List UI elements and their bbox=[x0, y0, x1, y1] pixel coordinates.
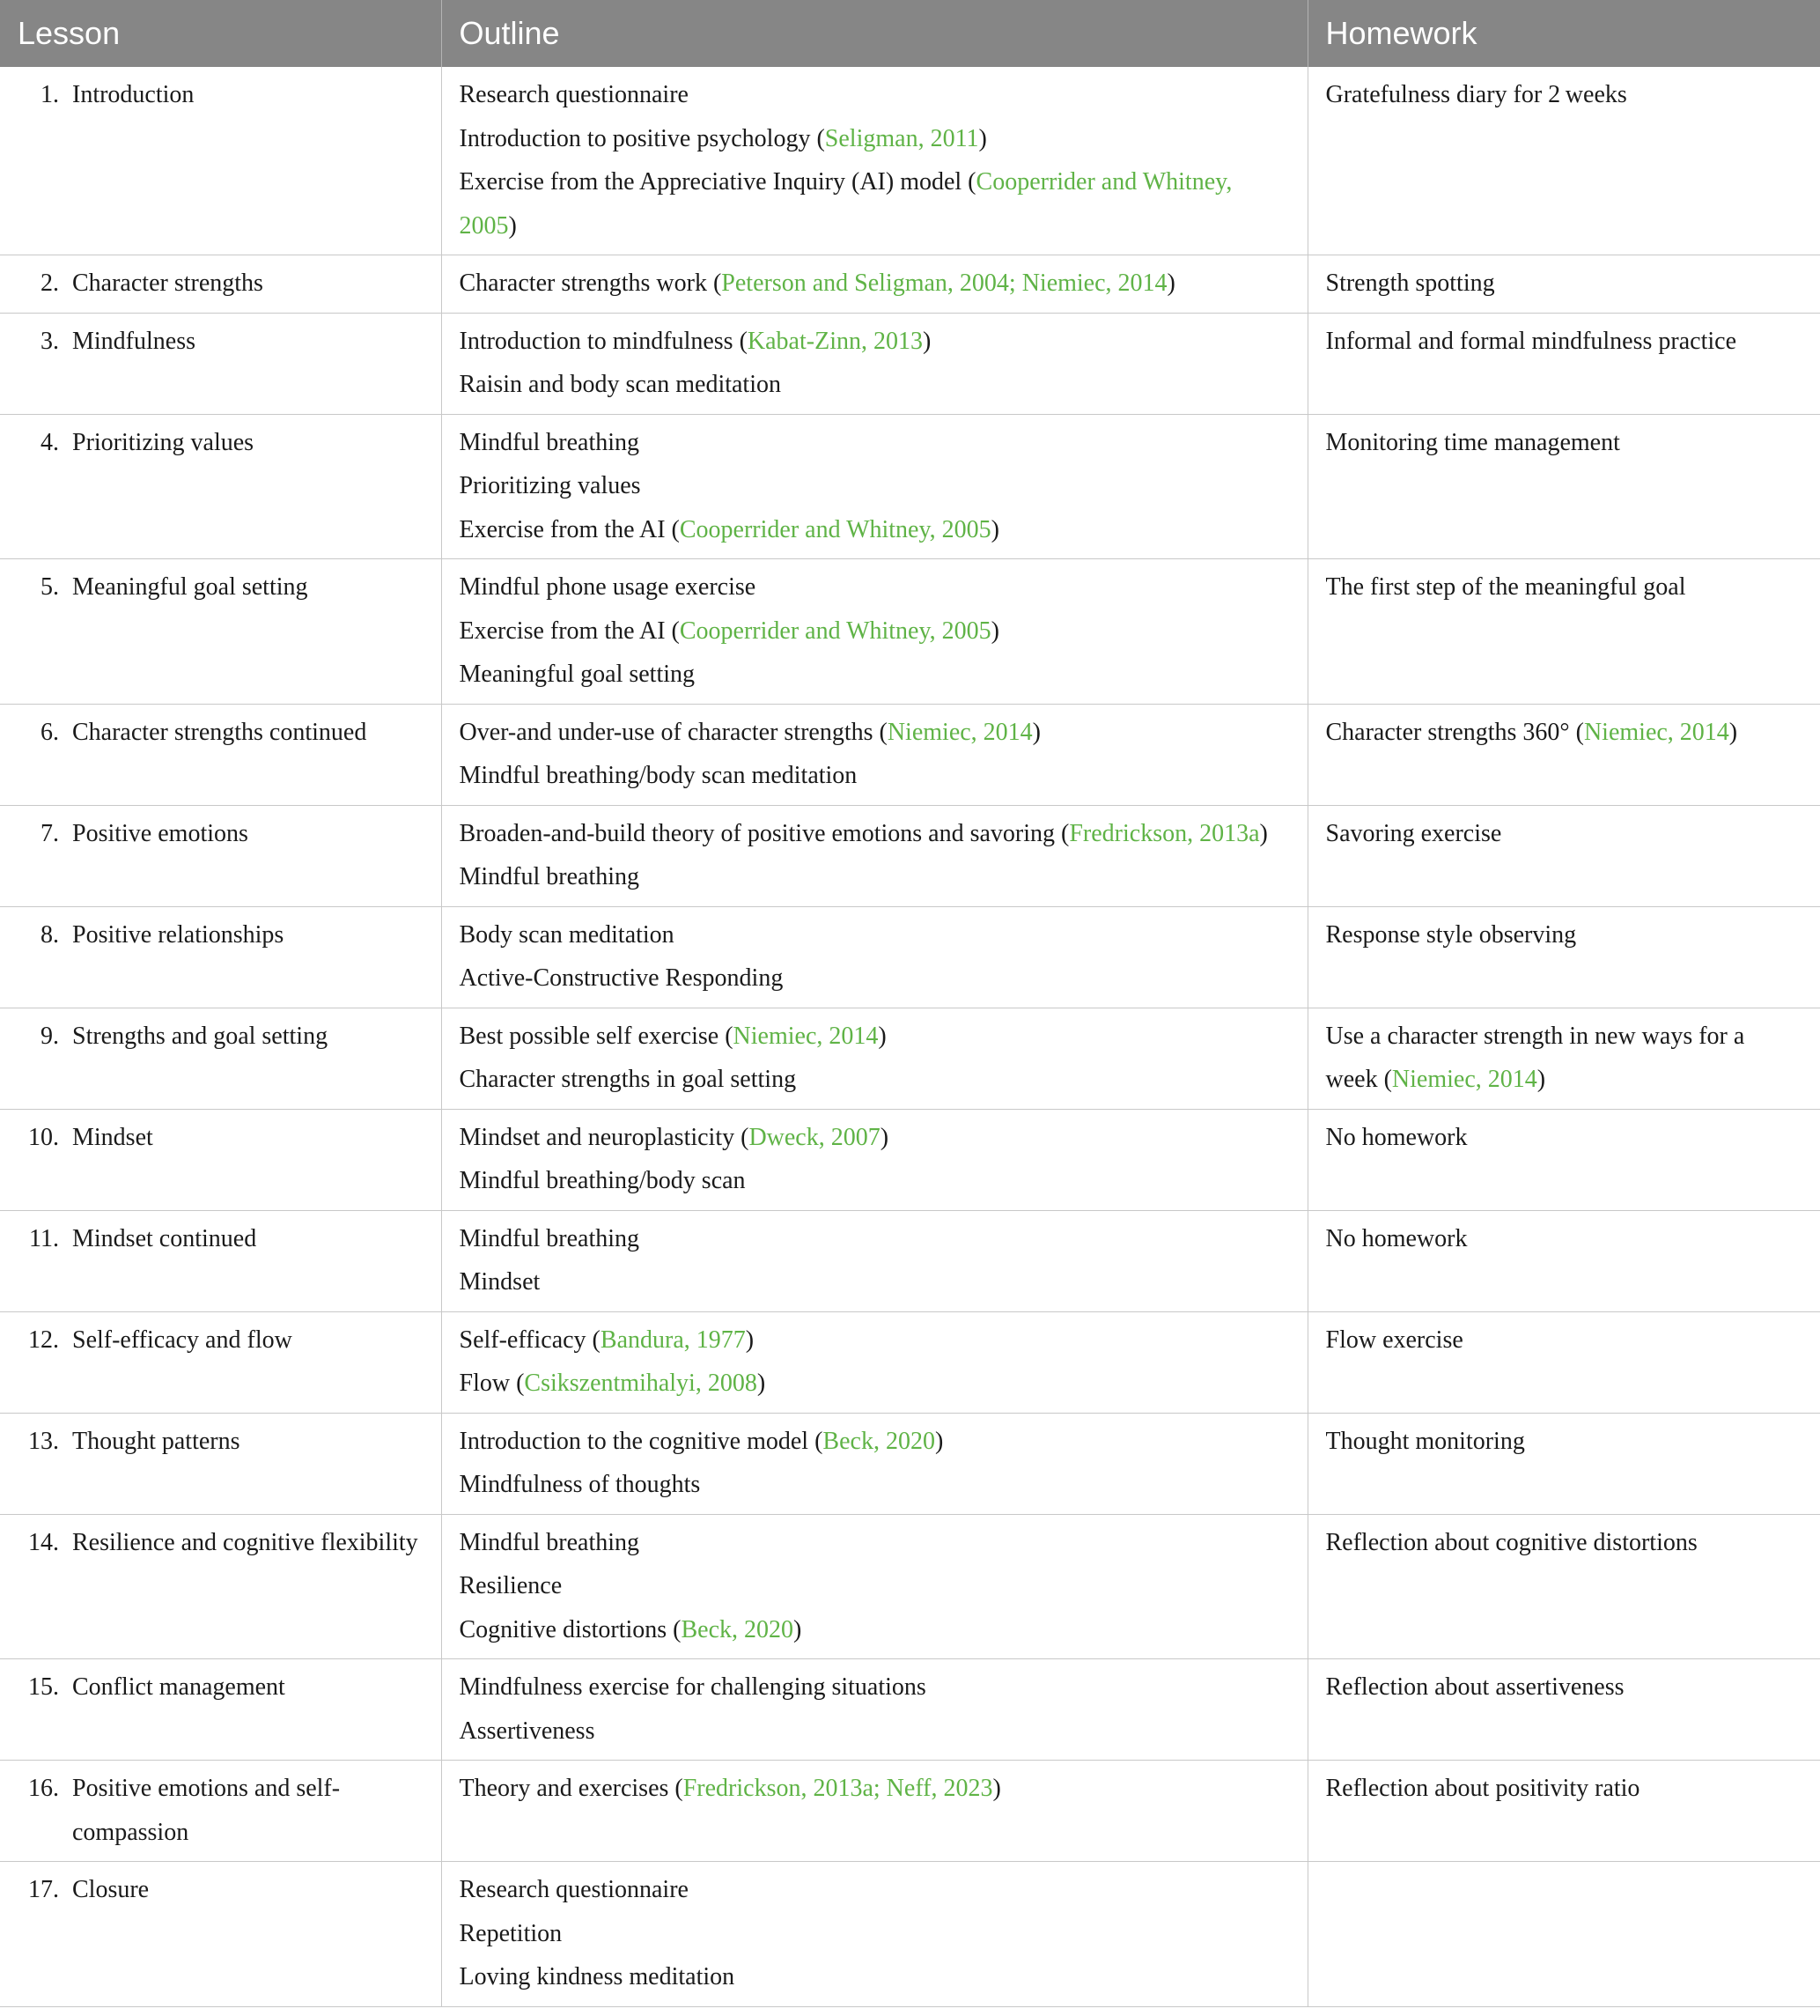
homework-cell bbox=[1308, 1761, 1820, 1862]
outline-line: Mindful breathing/body scan bbox=[459, 1167, 746, 1194]
lesson-title: Positive emotions and self-compassion bbox=[72, 1775, 341, 1846]
outline-line: Flow (Csikszentmihalyi, 2008) bbox=[459, 1370, 766, 1397]
outline-line: Character strengths work (Peterson and Seligman, 2004; Niemiec, 2014) bbox=[459, 270, 1175, 297]
outline-line: Mindset bbox=[459, 1268, 541, 1296]
homework-line: Thought monitoring bbox=[1325, 1427, 1525, 1455]
table-row bbox=[0, 1413, 1820, 1514]
lesson-entry bbox=[18, 812, 424, 856]
lesson-number: 2. bbox=[41, 270, 59, 297]
lesson-title: Mindfulness bbox=[72, 327, 195, 355]
outline-cell bbox=[441, 1413, 1308, 1514]
lesson-cell bbox=[0, 1311, 441, 1413]
outline-line: Body scan meditation bbox=[459, 920, 674, 949]
lesson-number: 10. bbox=[28, 1123, 59, 1151]
outline-line: Theory and exercises (Fredrickson, 2013a; Neff, 2023) bbox=[459, 1775, 1001, 1802]
lesson-number: 17. bbox=[28, 1876, 59, 1903]
citation: Seligman, 2011 bbox=[824, 124, 979, 152]
outline-cell bbox=[441, 559, 1308, 705]
outline-line: Broaden-and-build theory of positive emotions and savoring (Fredrickson, 2013a) bbox=[459, 819, 1268, 847]
lesson-cell bbox=[0, 1514, 441, 1659]
outline-line: Mindful breathing bbox=[459, 1224, 640, 1252]
homework-cell bbox=[1308, 906, 1820, 1008]
homework-cell bbox=[1308, 1413, 1820, 1514]
outline-cell bbox=[441, 1109, 1308, 1210]
homework-cell bbox=[1308, 1862, 1820, 2007]
lesson-cell bbox=[0, 704, 441, 805]
outline-line: Mindful breathing/body scan meditation bbox=[459, 762, 858, 789]
lesson-cell bbox=[0, 1109, 441, 1210]
lesson-number: 8. bbox=[41, 920, 59, 949]
outline-line: Exercise from the AI (Cooperrider and Whitney, 2005) bbox=[459, 515, 999, 543]
lesson-title: Positive emotions bbox=[72, 819, 248, 847]
lesson-title: Conflict management bbox=[72, 1673, 285, 1701]
homework-cell bbox=[1308, 704, 1820, 805]
lesson-title: Introduction bbox=[72, 81, 195, 108]
lesson-number: 15. bbox=[28, 1673, 59, 1701]
lesson-number: 9. bbox=[41, 1022, 59, 1050]
lesson-cell bbox=[0, 1761, 441, 1862]
outline-cell bbox=[441, 1659, 1308, 1761]
citation: Bandura, 1977 bbox=[600, 1326, 746, 1354]
lesson-entry bbox=[18, 1868, 424, 1912]
outline-line: Research questionnaire bbox=[459, 1876, 689, 1903]
table-row bbox=[0, 1008, 1820, 1109]
lesson-title: Character strengths bbox=[72, 270, 263, 297]
lesson-entry bbox=[18, 1420, 424, 1464]
lesson-cell bbox=[0, 313, 441, 414]
lesson-entry bbox=[18, 913, 424, 957]
outline-cell bbox=[441, 906, 1308, 1008]
lesson-cell bbox=[0, 559, 441, 705]
lesson-number: 4. bbox=[41, 428, 59, 456]
lesson-entry bbox=[18, 1521, 424, 1565]
homework-line: Reflection about assertiveness bbox=[1325, 1673, 1625, 1701]
lesson-entry bbox=[18, 262, 424, 306]
lesson-number: 11. bbox=[29, 1224, 59, 1252]
citation: Fredrickson, 2013a bbox=[1069, 819, 1260, 847]
outline-line: Active-Constructive Responding bbox=[459, 964, 784, 992]
lesson-entry bbox=[18, 1767, 424, 1854]
citation: Cooperrider and Whitney, 2005 bbox=[459, 168, 1233, 240]
header-lesson: Lesson bbox=[0, 0, 441, 67]
lesson-number: 5. bbox=[41, 573, 59, 601]
homework-cell bbox=[1308, 1109, 1820, 1210]
citation: Niemiec, 2014 bbox=[733, 1022, 879, 1050]
outline-cell bbox=[441, 1761, 1308, 1862]
table-row bbox=[0, 559, 1820, 705]
lesson-title: Mindset bbox=[72, 1123, 153, 1151]
citation: Niemiec, 2014 bbox=[1583, 718, 1729, 746]
outline-line: Mindfulness of thoughts bbox=[459, 1471, 701, 1498]
lesson-cell bbox=[0, 906, 441, 1008]
citation: Cooperrider and Whitney, 2005 bbox=[679, 515, 991, 543]
lesson-entry bbox=[18, 1015, 424, 1059]
lesson-number: 6. bbox=[41, 718, 59, 746]
lesson-cell bbox=[0, 67, 441, 255]
homework-line: Character strengths 360° (Niemiec, 2014) bbox=[1325, 718, 1738, 746]
homework-line: Gratefulness diary for 2 weeks bbox=[1325, 81, 1627, 108]
lesson-entry bbox=[18, 1318, 424, 1362]
lesson-cell bbox=[0, 1659, 441, 1761]
lesson-number: 14. bbox=[28, 1528, 59, 1556]
lesson-title: Meaningful goal setting bbox=[72, 573, 308, 601]
homework-line: Response style observing bbox=[1325, 920, 1577, 949]
homework-cell bbox=[1308, 1311, 1820, 1413]
outline-cell bbox=[441, 1311, 1308, 1413]
outline-line: Repetition bbox=[459, 1919, 563, 1947]
outline-line: Loving kindness meditation bbox=[459, 1963, 735, 1990]
homework-cell bbox=[1308, 1659, 1820, 1761]
lesson-number: 16. bbox=[28, 1775, 59, 1802]
outline-line: Best possible self exercise (Niemiec, 2014) bbox=[459, 1022, 887, 1050]
table-row bbox=[0, 906, 1820, 1008]
outline-cell bbox=[441, 414, 1308, 559]
homework-cell bbox=[1308, 1008, 1820, 1109]
outline-line: Exercise from the Appreciative Inquiry (AI) model (Cooperrider and Whitney, 2005) bbox=[459, 168, 1233, 240]
homework-line: Savoring exercise bbox=[1325, 819, 1502, 847]
citation: Csikszentmihalyi, 2008 bbox=[524, 1370, 757, 1397]
table-row bbox=[0, 313, 1820, 414]
lesson-cell bbox=[0, 414, 441, 559]
outline-cell bbox=[441, 1210, 1308, 1311]
outline-line: Prioritizing values bbox=[459, 472, 641, 499]
citation: Cooperrider and Whitney, 2005 bbox=[679, 617, 991, 645]
outline-line: Mindful phone usage exercise bbox=[459, 573, 756, 601]
lesson-entry bbox=[18, 73, 424, 117]
outline-line: Introduction to mindfulness (Kabat-Zinn, 2013) bbox=[459, 327, 932, 355]
outline-line: Self-efficacy (Bandura, 1977) bbox=[459, 1326, 755, 1354]
table-row bbox=[0, 1862, 1820, 2007]
lesson-title: Thought patterns bbox=[72, 1427, 240, 1455]
homework-line: Flow exercise bbox=[1325, 1326, 1463, 1354]
homework-cell bbox=[1308, 805, 1820, 906]
citation: Peterson and Seligman, 2004; Niemiec, 2014 bbox=[721, 270, 1168, 297]
homework-line: Monitoring time management bbox=[1325, 428, 1620, 456]
outline-line: Over-and under-use of character strengths (Niemiec, 2014) bbox=[459, 718, 1041, 746]
lesson-number: 3. bbox=[41, 327, 59, 355]
table-row bbox=[0, 1514, 1820, 1659]
citation: Niemiec, 2014 bbox=[1391, 1066, 1537, 1093]
lesson-number: 7. bbox=[41, 819, 59, 847]
homework-cell bbox=[1308, 67, 1820, 255]
outline-line: Cognitive distortions (Beck, 2020) bbox=[459, 1615, 802, 1643]
outline-line: Mindset and neuroplasticity (Dweck, 2007) bbox=[459, 1123, 889, 1151]
homework-cell bbox=[1308, 313, 1820, 414]
header-homework: Homework bbox=[1308, 0, 1820, 67]
homework-cell bbox=[1308, 414, 1820, 559]
lesson-cell bbox=[0, 1008, 441, 1109]
outline-line: Introduction to positive psychology (Seligman, 2011) bbox=[459, 124, 987, 152]
lesson-title: Self-efficacy and flow bbox=[72, 1326, 292, 1354]
lesson-entry bbox=[18, 565, 424, 609]
outline-line: Mindful breathing bbox=[459, 1528, 640, 1556]
outline-cell bbox=[441, 1008, 1308, 1109]
homework-line: Informal and formal mindfulness practice bbox=[1325, 327, 1736, 355]
homework-line: No homework bbox=[1325, 1224, 1468, 1252]
outline-line: Research questionnaire bbox=[459, 81, 689, 108]
lesson-entry bbox=[18, 1116, 424, 1160]
homework-line: Reflection about cognitive distortions bbox=[1325, 1528, 1698, 1556]
lesson-cell bbox=[0, 1862, 441, 2007]
table-header bbox=[0, 0, 1820, 67]
lesson-cell bbox=[0, 255, 441, 314]
outline-line: Mindful breathing bbox=[459, 428, 640, 456]
outline-line: Meaningful goal setting bbox=[459, 661, 696, 688]
lesson-title: Character strengths continued bbox=[72, 718, 367, 746]
lesson-number: 1. bbox=[41, 81, 59, 108]
table-row bbox=[0, 414, 1820, 559]
lesson-title: Mindset continued bbox=[72, 1224, 257, 1252]
table-row bbox=[0, 1761, 1820, 1862]
table-row bbox=[0, 704, 1820, 805]
homework-line: No homework bbox=[1325, 1123, 1468, 1151]
homework-cell bbox=[1308, 1210, 1820, 1311]
lesson-cell bbox=[0, 805, 441, 906]
outline-line: Resilience bbox=[459, 1572, 563, 1599]
table-row bbox=[0, 1311, 1820, 1413]
lesson-entry bbox=[18, 320, 424, 364]
table-body bbox=[0, 67, 1820, 2006]
table-row bbox=[0, 255, 1820, 314]
table-row bbox=[0, 1210, 1820, 1311]
lesson-cell bbox=[0, 1210, 441, 1311]
outline-cell bbox=[441, 313, 1308, 414]
table-row bbox=[0, 67, 1820, 255]
lesson-title: Closure bbox=[72, 1876, 150, 1903]
outline-cell bbox=[441, 704, 1308, 805]
lesson-entry bbox=[18, 1217, 424, 1261]
table-row bbox=[0, 805, 1820, 906]
outline-line: Assertiveness bbox=[459, 1717, 595, 1745]
outline-cell bbox=[441, 1862, 1308, 2007]
lesson-cell bbox=[0, 1413, 441, 1514]
lesson-title: Prioritizing values bbox=[72, 428, 254, 456]
lesson-entry bbox=[18, 1665, 424, 1710]
lesson-title: Strengths and goal setting bbox=[72, 1022, 328, 1050]
table-row bbox=[0, 1109, 1820, 1210]
homework-cell bbox=[1308, 255, 1820, 314]
lesson-entry bbox=[18, 421, 424, 465]
outline-line: Mindful breathing bbox=[459, 863, 640, 890]
outline-cell bbox=[441, 805, 1308, 906]
outline-line: Character strengths in goal setting bbox=[459, 1066, 797, 1093]
lesson-title: Positive relationships bbox=[72, 920, 284, 949]
citation: Beck, 2020 bbox=[822, 1427, 935, 1455]
lesson-number: 12. bbox=[28, 1326, 59, 1354]
outline-line: Raisin and body scan meditation bbox=[459, 371, 781, 398]
lesson-entry bbox=[18, 711, 424, 755]
outline-line: Introduction to the cognitive model (Beck, 2020) bbox=[459, 1427, 944, 1455]
citation: Fredrickson, 2013a; Neff, 2023 bbox=[682, 1775, 993, 1802]
citation: Kabat-Zinn, 2013 bbox=[747, 327, 923, 355]
lesson-number: 13. bbox=[28, 1427, 59, 1455]
citation: Dweck, 2007 bbox=[748, 1123, 881, 1151]
homework-cell bbox=[1308, 559, 1820, 705]
table-row bbox=[0, 1659, 1820, 1761]
header-outline: Outline bbox=[441, 0, 1308, 67]
homework-line: Reflection about positivity ratio bbox=[1325, 1775, 1640, 1802]
outline-line: Mindfulness exercise for challenging situations bbox=[459, 1673, 926, 1701]
homework-line: The first step of the meaningful goal bbox=[1325, 573, 1686, 601]
outline-cell bbox=[441, 67, 1308, 255]
outline-cell bbox=[441, 1514, 1308, 1659]
outline-line: Exercise from the AI (Cooperrider and Whitney, 2005) bbox=[459, 617, 999, 645]
homework-cell bbox=[1308, 1514, 1820, 1659]
homework-line: Use a character strength in new ways for a week (Niemiec, 2014) bbox=[1325, 1022, 1745, 1093]
citation: Niemiec, 2014 bbox=[887, 718, 1033, 746]
homework-line: Strength spotting bbox=[1325, 270, 1495, 297]
lesson-title: Resilience and cognitive flexibility bbox=[72, 1528, 418, 1556]
outline-cell bbox=[441, 255, 1308, 314]
citation: Beck, 2020 bbox=[681, 1615, 794, 1643]
